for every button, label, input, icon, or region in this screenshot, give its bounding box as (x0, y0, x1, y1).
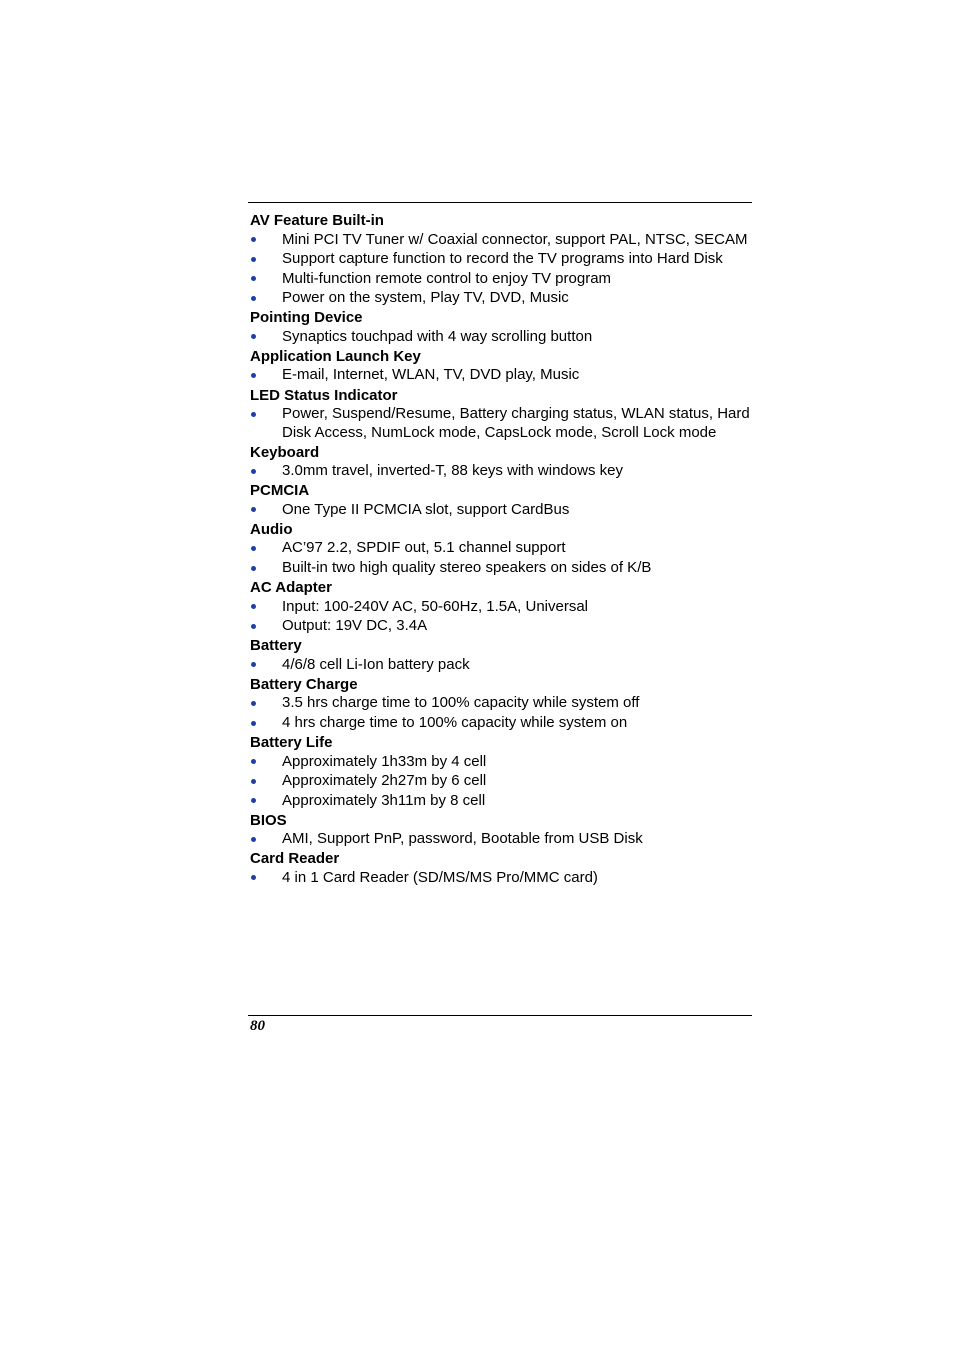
bullet-list (250, 655, 750, 675)
list-item (250, 772, 750, 792)
bullet-icon (251, 798, 256, 803)
section-heading: AV Feature Built-in (250, 212, 384, 229)
bullet-icon (251, 566, 256, 571)
bullet-icon (251, 469, 256, 474)
section-heading: Battery (250, 637, 302, 655)
list-item-text: AC’97 2.2, SPDIF out, 5.1 channel support (282, 539, 566, 557)
list-item-text: 4/6/8 cell Li-Ion battery pack (282, 655, 470, 673)
list-item-text: 4 hrs charge time to 100% capacity while system on (282, 714, 628, 731)
list-item-text: Power on the system, Play TV, DVD, Music (282, 289, 569, 307)
bullet-list (250, 868, 750, 888)
bullet-list (250, 405, 750, 443)
bullet-icon (251, 604, 256, 609)
bullet-list (250, 327, 750, 347)
list-item-text: AMI, Support PnP, password, Bootable from USB Disk (282, 830, 643, 848)
list-item (250, 250, 750, 270)
list-item (250, 830, 750, 850)
bullet-icon (251, 837, 256, 842)
bullet-icon (251, 721, 256, 726)
list-item-text: Support capture function to record the TV programs into Hard Disk (282, 250, 723, 268)
list-item (250, 269, 750, 289)
bullet-icon (251, 624, 256, 629)
bullet-icon (251, 296, 256, 301)
list-item (250, 868, 750, 888)
list-item-text: 4 in 1 Card Reader (SD/MS/MS Pro/MMC card) (282, 868, 598, 886)
list-item-text: Synaptics touchpad with 4 way scrolling button (282, 327, 593, 345)
list-item (250, 655, 750, 675)
bullet-list (250, 366, 750, 386)
bullet-list (250, 752, 750, 811)
list-item (250, 791, 750, 811)
bullet-icon (251, 507, 256, 512)
list-item (250, 462, 750, 482)
section-heading: Application Launch Key (250, 347, 421, 365)
bullet-list (250, 694, 750, 733)
bullet-list (250, 230, 750, 308)
section-heading: LED Status Indicator (250, 386, 398, 404)
header-rule (248, 202, 752, 203)
bullet-icon (251, 334, 256, 339)
list-item (250, 405, 750, 443)
list-item (250, 539, 750, 559)
list-item-text: E-mail, Internet, WLAN, TV, DVD play, Music (282, 366, 580, 384)
bullet-list (250, 539, 750, 578)
bullet-icon (251, 759, 256, 764)
bullet-icon (251, 546, 256, 551)
bullet-icon (251, 257, 256, 262)
section-heading: Keyboard (250, 443, 320, 461)
bullet-list (250, 462, 750, 482)
list-item-text: Multi-function remote control to enjoy TV program (282, 269, 612, 287)
list-item-text: Approximately 2h27m by 6 cell (282, 772, 487, 790)
bullet-icon (251, 237, 256, 242)
list-item (250, 597, 750, 617)
footer-rule (248, 1015, 752, 1016)
list-item (250, 366, 750, 386)
bullet-icon (251, 412, 256, 417)
bullet-list (250, 597, 750, 636)
list-item (250, 327, 750, 347)
list-item-text: Input: 100-240V AC, 50-60Hz, 1.5A, Universal (282, 597, 589, 615)
list-item-text: 3.0mm travel, inverted-T, 88 keys with windows key (282, 462, 623, 480)
list-item (250, 617, 750, 637)
section-heading: Battery Life (250, 734, 333, 752)
list-item-text: Approximately 3h11m by 8 cell (282, 791, 486, 809)
bullet-list (250, 500, 750, 520)
list-item-text: Approximately 1h33m by 4 cell (282, 752, 487, 770)
list-item (250, 500, 750, 520)
section-heading: AC Adapter (250, 579, 332, 597)
section-heading: Card Reader (250, 850, 340, 868)
bullet-icon (251, 779, 256, 784)
list-item-text: Mini PCI TV Tuner w/ Coaxial connector, support PAL, NTSC, SECAM (282, 230, 748, 248)
section-heading: PCMCIA (250, 482, 310, 500)
section-heading: Battery Charge (250, 675, 358, 693)
spec-content (250, 211, 750, 888)
list-item (250, 289, 750, 309)
list-item-text: Built-in two high quality stereo speakers on sides of K/B (282, 559, 652, 577)
bullet-list (250, 830, 750, 850)
section-heading: Pointing Device (250, 309, 363, 327)
bullet-icon (251, 373, 256, 378)
list-item-text: 3.5 hrs charge time to 100% capacity while system off (282, 694, 640, 712)
section-heading: BIOS (250, 811, 287, 829)
bullet-icon (251, 662, 256, 667)
list-item (250, 230, 750, 250)
list-item (250, 559, 750, 579)
bullet-icon (251, 875, 256, 880)
section-heading: Audio (250, 520, 293, 538)
list-item (250, 714, 750, 734)
list-item-text: Output: 19V DC, 3.4A (282, 617, 428, 635)
list-item-text: One Type II PCMCIA slot, support CardBus (282, 500, 570, 518)
list-item-text: Power, Suspend/Resume, Battery charging status, WLAN status, Hard Disk Access, NumLock mode, CapsLock mode, Scroll Lock mode (282, 405, 750, 441)
list-item (250, 752, 750, 772)
page-number: 80 (250, 1018, 265, 1034)
bullet-icon (251, 701, 256, 706)
list-item (250, 694, 750, 714)
bullet-icon (251, 276, 256, 281)
